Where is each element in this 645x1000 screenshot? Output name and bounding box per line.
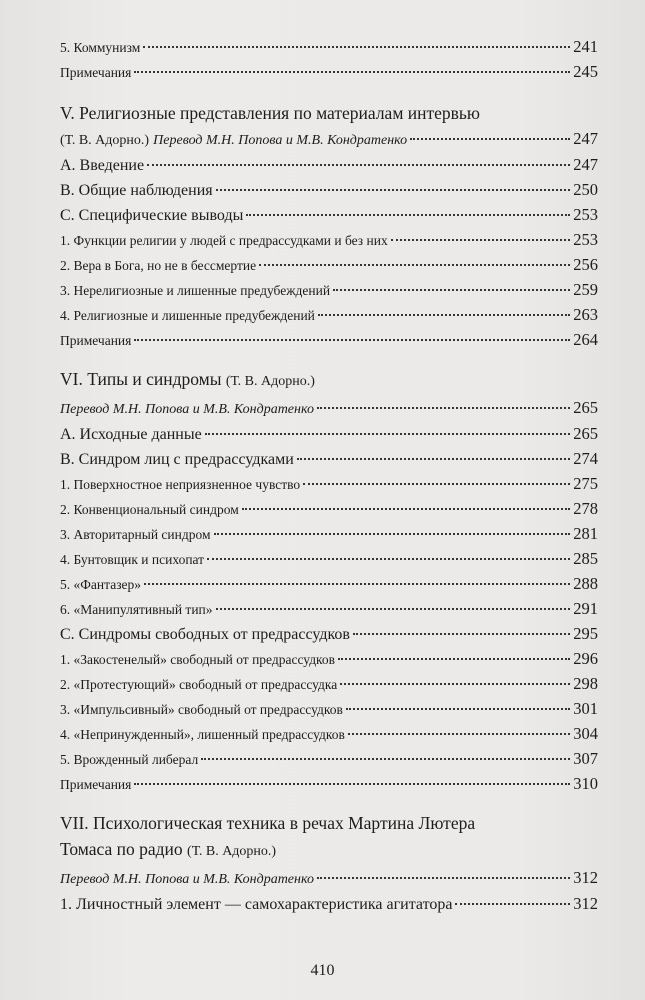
toc-entry xyxy=(60,746,598,771)
dot-leader xyxy=(147,164,570,166)
toc-entry-page: 265 xyxy=(573,398,598,417)
dot-leader xyxy=(134,71,570,73)
toc-entry xyxy=(60,421,598,446)
toc-entry-page: 263 xyxy=(573,305,598,324)
toc-entry-page: 253 xyxy=(573,205,598,224)
toc-entry-page: 265 xyxy=(573,424,598,443)
dot-leader xyxy=(143,46,570,48)
chapter-heading-title: VI. Типы и синдромы xyxy=(60,369,222,389)
toc-entry-title: Примечания xyxy=(60,777,132,792)
spacer xyxy=(60,796,598,810)
toc-entry-page: 275 xyxy=(573,474,598,493)
toc-entry xyxy=(60,571,598,596)
toc-entry-page: 274 xyxy=(573,449,598,468)
toc-entry-title: 6. «Манипулятивный тип» xyxy=(60,602,213,617)
chapter-credit-text xyxy=(60,126,407,154)
toc-entry xyxy=(60,496,598,521)
toc-entry-page: 310 xyxy=(573,774,598,793)
dot-leader xyxy=(318,314,570,316)
toc-entry xyxy=(60,891,598,916)
dot-leader xyxy=(348,733,570,735)
toc-entry-page: 264 xyxy=(573,330,598,349)
toc-entry-title: 5. «Фантазер» xyxy=(60,577,142,592)
dot-leader xyxy=(134,783,570,785)
toc-entry-page: 304 xyxy=(573,724,598,743)
toc-entry-title: B. Общие наблюдения xyxy=(60,182,213,199)
toc-entry-title: 2. Вера в Бога, но не в бессмертие xyxy=(60,258,257,273)
toc-entry-page: 291 xyxy=(573,599,598,618)
toc-entry-title: 4. Бунтовщик и психопат xyxy=(60,552,205,567)
toc-entry-page: 247 xyxy=(573,129,598,148)
toc-entry-title: B. Синдром лиц с предрассудками xyxy=(60,451,294,468)
chapter-credit xyxy=(60,395,598,421)
chapter-translator: Перевод М.Н. Попова и М.В. Кондратенко xyxy=(60,402,314,417)
toc-entry-page: 253 xyxy=(573,230,598,249)
toc-entry-page: 301 xyxy=(573,699,598,718)
dot-leader xyxy=(317,407,570,409)
toc-entry-page: 256 xyxy=(573,255,598,274)
toc-entry-page: 312 xyxy=(573,868,598,887)
dot-leader xyxy=(410,138,570,140)
toc-entry xyxy=(60,671,598,696)
toc-entry xyxy=(60,302,598,327)
dot-leader xyxy=(201,758,570,760)
toc-entry-title: 3. «Импульсивный» свободный от предрассудков xyxy=(60,702,343,717)
dot-leader xyxy=(317,877,570,879)
chapter-author: (Т. В. Адорно.) xyxy=(187,844,277,859)
toc-entry-page: 245 xyxy=(573,62,598,81)
toc-entry-title: 4. Религиозные и лишенные предубеждений xyxy=(60,308,315,323)
toc-entry-page: 285 xyxy=(573,549,598,568)
toc-entry xyxy=(60,521,598,546)
toc-entry xyxy=(60,646,598,671)
chapter-translator: Перевод М.Н. Попова и М.В. Кондратенко xyxy=(60,872,314,887)
toc-entry-title: 4. «Непринужденный», лишенный предрассудков xyxy=(60,727,345,742)
dot-leader xyxy=(246,214,570,216)
dot-leader xyxy=(455,903,570,905)
toc-entry-page: 250 xyxy=(573,180,598,199)
toc-entry-title: 1. Личностный элемент — самохарактеристика агитатора xyxy=(60,896,453,913)
chapter-translator: Перевод М.Н. Попова и М.В. Кондратенко xyxy=(153,133,408,148)
toc-entry xyxy=(60,327,598,352)
toc-entry-title: 1. Функции религии у людей с предрассудками и без них xyxy=(60,233,388,248)
toc-entry xyxy=(60,596,598,621)
toc-entry-title: C. Специфические выводы xyxy=(60,207,244,224)
toc-entry-page: 259 xyxy=(573,280,598,299)
toc-entry-title: Примечания xyxy=(60,333,132,348)
dot-leader xyxy=(205,433,571,435)
dot-leader xyxy=(297,458,570,460)
toc-entry-title: C. Синдромы свободных от предрассудков xyxy=(60,626,350,643)
chapter-heading-title: Томаса по радио xyxy=(60,839,183,859)
dot-leader xyxy=(340,683,570,685)
toc-entry xyxy=(60,621,598,646)
toc-entry-title: A. Исходные данные xyxy=(60,426,202,443)
toc-entry xyxy=(60,34,598,59)
toc-entry-title: 3. Авторитарный синдром xyxy=(60,527,211,542)
table-of-contents xyxy=(60,34,598,916)
toc-entry-title: 3. Нерелигиозные и лишенные предубеждений xyxy=(60,283,331,298)
chapter-heading xyxy=(60,366,598,395)
dot-leader xyxy=(346,708,570,710)
toc-entry xyxy=(60,252,598,277)
toc-entry-title: 5. Коммунизм xyxy=(60,40,141,55)
toc-entry xyxy=(60,227,598,252)
dot-leader xyxy=(242,508,571,510)
toc-entry-title: 5. Врожденный либерал xyxy=(60,752,199,767)
toc-entry xyxy=(60,721,598,746)
toc-entry-title: Примечания xyxy=(60,65,132,80)
dot-leader xyxy=(216,189,571,191)
dot-leader xyxy=(338,658,570,660)
toc-entry xyxy=(60,471,598,496)
toc-entry xyxy=(60,277,598,302)
dot-leader xyxy=(207,558,570,560)
spacer xyxy=(60,84,598,100)
toc-entry-page: 298 xyxy=(573,674,598,693)
dot-leader xyxy=(144,583,570,585)
toc-entry-page: 247 xyxy=(573,155,598,174)
toc-entry-title: 2. Конвенциональный синдром xyxy=(60,502,239,517)
spacer xyxy=(60,352,598,366)
toc-entry xyxy=(60,446,598,471)
toc-entry xyxy=(60,177,598,202)
toc-entry-page: 312 xyxy=(573,894,598,913)
toc-entry xyxy=(60,771,598,796)
toc-entry xyxy=(60,59,598,84)
toc-entry-page: 281 xyxy=(573,524,598,543)
chapter-heading-continued xyxy=(60,836,598,865)
toc-entry-title: 1. «Закостенелый» свободный от предрассудков xyxy=(60,652,336,667)
toc-entry xyxy=(60,152,598,177)
toc-entry xyxy=(60,696,598,721)
dot-leader xyxy=(216,608,571,610)
toc-entry-title: A. Введение xyxy=(60,157,145,174)
dot-leader xyxy=(259,264,570,266)
toc-entry-page: 288 xyxy=(573,574,598,593)
chapter-credit xyxy=(60,865,598,891)
page-number: 410 xyxy=(310,962,335,979)
dot-leader xyxy=(303,483,570,485)
chapter-author: (Т. В. Адорно.) xyxy=(225,374,315,389)
dot-leader xyxy=(391,239,571,241)
chapter-credit xyxy=(60,126,598,152)
dot-leader xyxy=(214,533,571,535)
toc-entry-title: 1. Поверхностное неприязненное чувство xyxy=(60,477,301,492)
chapter-author: (Т. В. Адорно.) xyxy=(60,133,150,148)
toc-entry-page: 307 xyxy=(573,749,598,768)
chapter-heading: VII. Психологическая техника в речах Мартина Лютера xyxy=(60,813,476,833)
toc-entry-page: 296 xyxy=(573,649,598,668)
dot-leader xyxy=(353,633,570,635)
toc-entry-page: 241 xyxy=(573,37,598,56)
toc-entry xyxy=(60,546,598,571)
toc-entry-page: 295 xyxy=(573,624,598,643)
dot-leader xyxy=(134,339,570,341)
chapter-heading: V. Религиозные представления по материалам интервью xyxy=(60,103,480,123)
toc-entry-title: 2. «Протестующий» свободный от предрассудка xyxy=(60,677,338,692)
toc-entry xyxy=(60,202,598,227)
dot-leader xyxy=(333,289,570,291)
toc-entry-page: 278 xyxy=(573,499,598,518)
